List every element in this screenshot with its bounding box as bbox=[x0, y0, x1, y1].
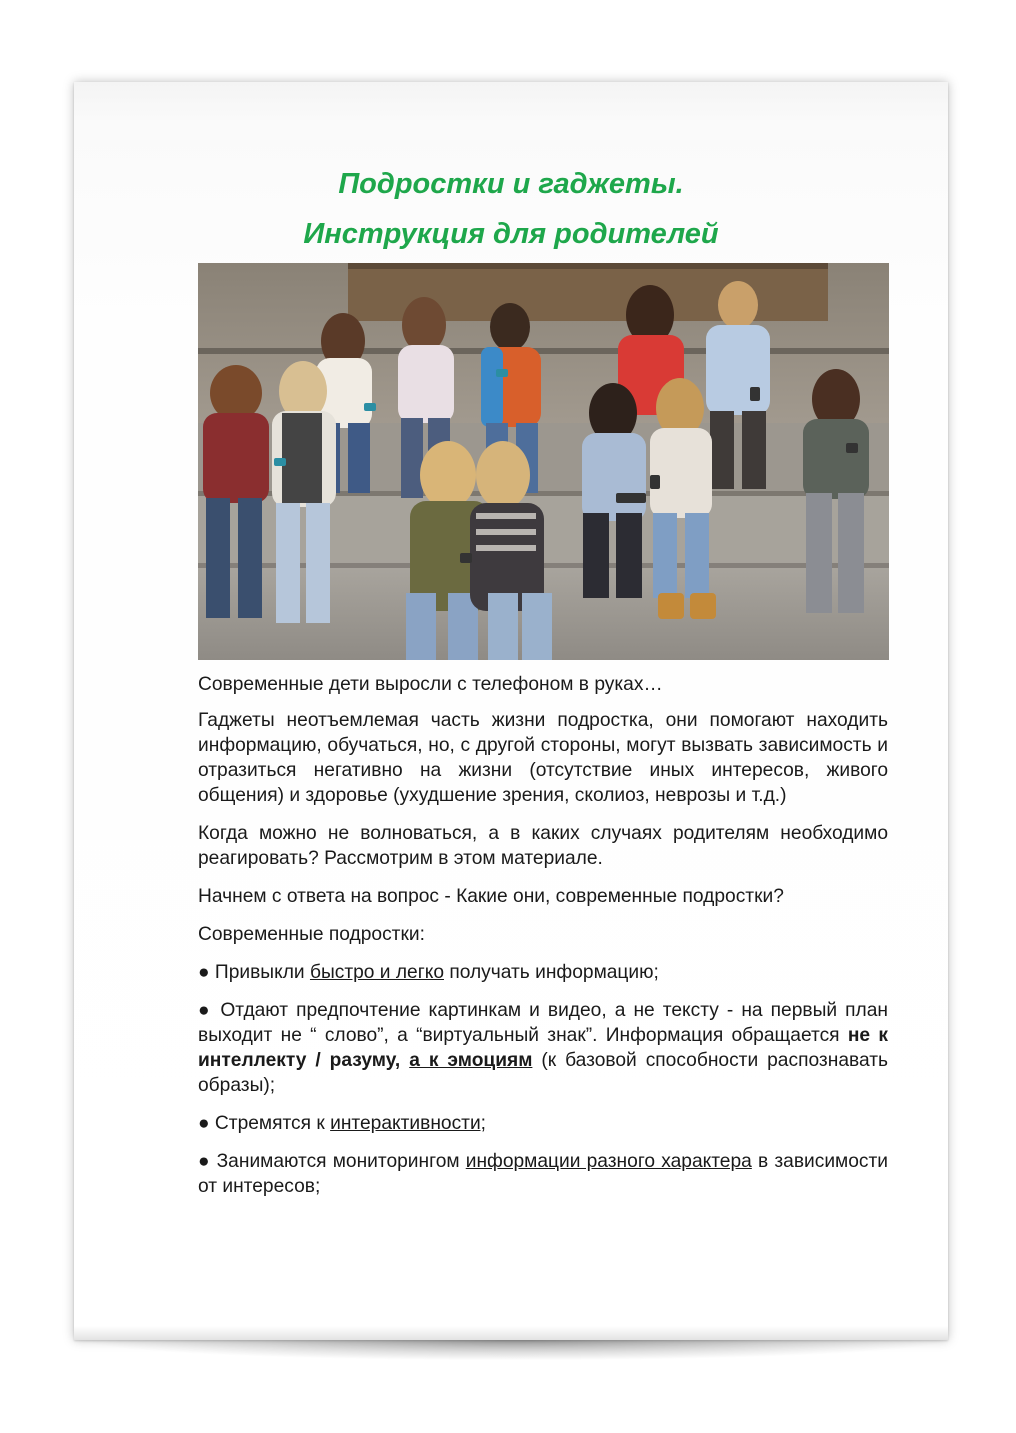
bullet-3-underlined: интерактивности; bbox=[330, 1113, 487, 1134]
bullet-2-bold: не к интеллекту / разуму, bbox=[198, 1025, 888, 1071]
bullet-2-bold-underlined: а к эмоциям bbox=[409, 1050, 533, 1071]
title-line-1: Подростки и гаджеты. bbox=[338, 168, 684, 200]
bullet-1-underlined: быстро и легко bbox=[309, 962, 444, 983]
paragraph-intro: Современные дети выросли с телефоном в руках… bbox=[198, 674, 663, 695]
bullet-2-pre: ● Отдают предпочтение картинкам и видео, а не тексту - на первый план выходит не “ слово”, а “виртуальный знак”. Информация обращается bbox=[198, 1000, 888, 1046]
document-page bbox=[74, 82, 948, 1340]
paragraph-gadgets: Гаджеты неотъемлемая часть жизни подростка, они помогают находить информацию, обучаться, но, с другой стороны, могут вызвать зависимость и отразиться негативно на жизни (отсутствие иных интересов, живого общения) и здоровье (ухудшение зрения, сколиоз, неврозы и т.д.) bbox=[198, 710, 888, 806]
bullet-4-underlined: информации разного характера bbox=[465, 1151, 752, 1172]
bullet-2-space bbox=[400, 1050, 409, 1071]
bullet-2-post: (к базовой способности распознавать образы); bbox=[198, 1050, 888, 1096]
bullet-3-pre: ● Стремятся к bbox=[198, 1113, 331, 1134]
bullet-4-post: в зависимости от интересов; bbox=[198, 1151, 889, 1197]
paragraph-list-heading: Современные подростки: bbox=[198, 924, 425, 945]
bullet-4-pre: ● Занимаются мониторингом bbox=[198, 1151, 466, 1172]
bullet-item-1 bbox=[198, 960, 888, 985]
paragraph-when-to-worry: Когда можно не волноваться, а в каких случаях родителям необходимо реагировать? Рассмотрим в этом материале. bbox=[198, 823, 888, 869]
bullet-item-3 bbox=[198, 1111, 888, 1136]
bullet-item-2 bbox=[198, 998, 888, 1098]
photo-teenagers-with-phones bbox=[198, 263, 889, 660]
bullet-1-pre: ● Привыкли bbox=[198, 962, 310, 983]
bullet-item-4 bbox=[198, 1149, 888, 1199]
article-body bbox=[198, 672, 888, 1212]
bullet-1-post: получать информацию; bbox=[444, 962, 659, 983]
title-line-2: Инструкция для родителей bbox=[303, 218, 719, 250]
paragraph-question: Начнем с ответа на вопрос - Какие они, современные подростки? bbox=[198, 886, 784, 907]
